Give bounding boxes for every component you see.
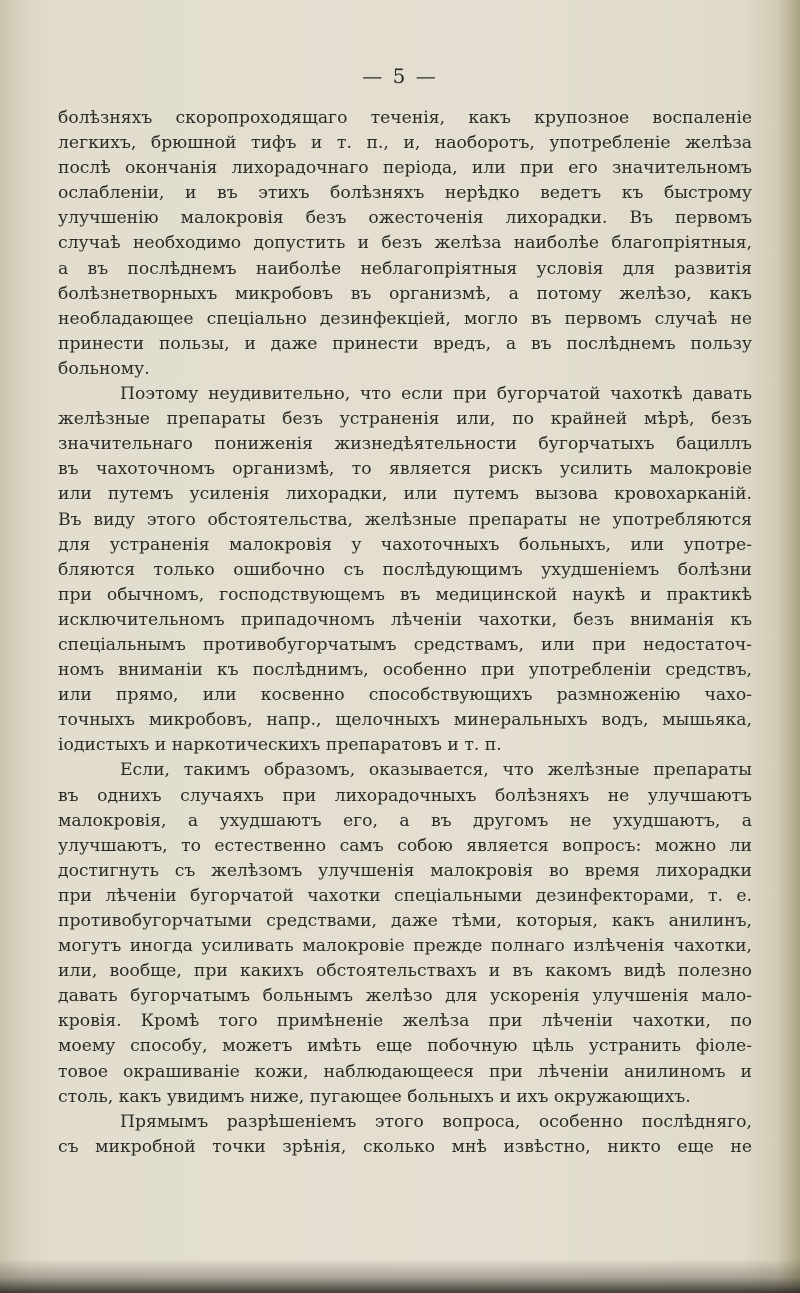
text-line: а въ послѣднемъ наиболѣе неблагопріятныя условія для развитія: [58, 258, 752, 279]
text-line: моему способу, можетъ имѣть еще побочную цѣль устранить фіоле-: [58, 1036, 752, 1057]
text-line: давать бугорчатымъ больнымъ желѣзо для ускоренія улучшенія мало-: [58, 986, 752, 1007]
text-line: болѣзняхъ скоропроходящаго теченія, какъ крупозное воспаленіе: [58, 108, 752, 128]
page-bottom-shadow: [0, 1259, 800, 1293]
text-line: точныхъ микробовъ, напр., щелочныхъ минеральныхъ водъ, мышьяка,: [58, 710, 752, 731]
text-line: малокровія, а ухудшаютъ его, а въ другомъ не ухудшаютъ, а: [58, 810, 752, 831]
text-line: достигнуть съ желѣзомъ улучшенія малокровія во время лихорадки: [58, 860, 752, 881]
text-line: кровія. Кромѣ того примѣненіе желѣза при лѣченіи чахотки, по: [58, 1011, 752, 1032]
text-line: противобугорчатыми средствами, даже тѣми, которыя, какъ анилинъ,: [58, 911, 752, 931]
text-line: исключительномъ припадочномъ лѣченіи чахотки, безъ вниманія къ: [58, 609, 752, 630]
text-line: или путемъ усиленія лихорадки, или путемъ вызова кровохарканій.: [58, 484, 752, 505]
paragraph-start: Прямымъ разрѣшеніемъ этого вопроса, особенно послѣдняго,: [120, 1111, 752, 1132]
text-line: номъ вниманіи къ послѣднимъ, особенно при употребленіи средствъ,: [58, 660, 752, 681]
text-line: ослабленіи, и въ этихъ болѣзняхъ нерѣдко ведетъ къ быстрому: [58, 183, 752, 204]
text-line: въ чахоточномъ организмѣ, то является рискъ усилить малокровіе: [58, 459, 752, 480]
text-line: больному.: [58, 358, 150, 379]
text-line: для устраненія малокровія у чахоточныхъ больныхъ, или употре-: [58, 534, 752, 555]
text-line: бляются только ошибочно съ послѣдующимъ ухудшеніемъ болѣзни: [58, 559, 752, 580]
body-text: [58, 106, 752, 1160]
text-line: или, вообще, при какихъ обстоятельствахъ и въ какомъ видѣ полезно: [58, 961, 752, 982]
text-line: болѣзнетворныхъ микробовъ въ организмѣ, а потому желѣзо, какъ: [58, 283, 752, 304]
text-line: въ однихъ случаяхъ при лихорадочныхъ болѣзняхъ не улучшаютъ: [58, 785, 752, 806]
page-edge-shadow: [778, 0, 800, 1293]
text-line: спеціальнымъ противобугорчатымъ средствамъ, или при недостаточ-: [58, 634, 752, 655]
text-line: случаѣ необходимо допустить и безъ желѣза наиболѣе благопріятныя,: [58, 233, 752, 254]
page-number: — 5 —: [362, 64, 438, 88]
text-line: Въ виду этого обстоятельства, желѣзные препараты не употребляются: [58, 509, 752, 530]
text-line: принести пользы, и даже принести вредъ, а въ послѣднемъ пользу: [58, 333, 752, 354]
text-line: послѣ окончанія лихорадочнаго періода, или при его значительномъ: [58, 158, 752, 179]
paragraph-start: Если, такимъ образомъ, оказывается, что желѣзные препараты: [120, 760, 752, 781]
text-line: могутъ иногда усиливать малокровіе прежде полнаго излѣченія чахотки,: [58, 936, 752, 957]
text-line: товое окрашиваніе кожи, наблюдающееся при лѣченіи анилиномъ и: [58, 1061, 752, 1082]
text-line: при обычномъ, господствующемъ въ медицинской наукѣ и практикѣ: [58, 584, 752, 605]
text-line: необладающее спеціально дезинфекціей, могло въ первомъ случаѣ не: [58, 308, 752, 329]
text-line: іодистыхъ и наркотическихъ препаратовъ и т. п.: [58, 735, 502, 756]
text-line: значительнаго пониженія жизнедѣятельности бугорчатыхъ бациллъ: [58, 434, 752, 455]
text-line: столь, какъ увидимъ ниже, пугающее больныхъ и ихъ окружающихъ.: [58, 1086, 691, 1107]
text-line: или прямо, или косвенно способствующихъ размноженію чахо-: [58, 685, 752, 706]
text-line: улучшаютъ, то естественно самъ собою является вопросъ: можно ли: [58, 835, 752, 856]
text-line: съ микробной точки зрѣнія, сколько мнѣ извѣстно, никто еще не: [58, 1136, 752, 1157]
paragraph-start: Поэтому неудивительно, что если при бугорчатой чахоткѣ давать: [120, 384, 752, 405]
text-line: легкихъ, брюшной тифъ и т. п., и, наоборотъ, употребленіе желѣза: [58, 133, 752, 154]
text-line: улучшенію малокровія безъ ожесточенія лихорадки. Въ первомъ: [58, 208, 752, 229]
text-line: при лѣченіи бугорчатой чахотки спеціальными дезинфекторами, т. е.: [58, 885, 752, 906]
text-line: желѣзные препараты безъ устраненія или, по крайней мѣрѣ, безъ: [58, 409, 752, 430]
